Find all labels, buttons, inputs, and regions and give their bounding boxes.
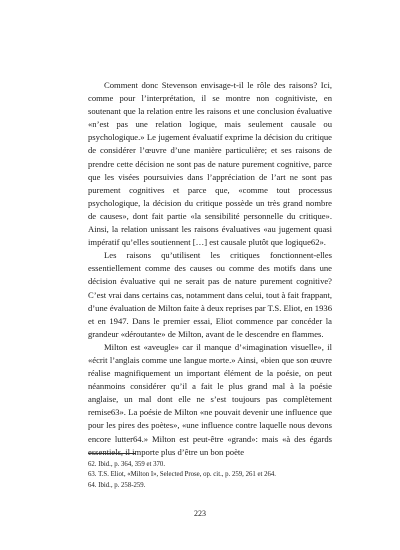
main-text <box>88 79 332 459</box>
footnote-separator <box>88 453 136 454</box>
footnote-63: 63. T.S. Eliot, «Milton I», Selected Prose, op. cit., p. 259, 261 et 264. <box>88 471 276 479</box>
paragraph-2: Les raisons qu’utilisent les critiques fonctionnent-elles essentiellement comme des causes ou comme des motifs dans une décision évaluative qui ne serait pas de nature purement cognitive? C’est vrai dans certains cas, notamment dans celui, tout à fait frappant, d’une évaluation de Milton faite à deux reprises par T.S. Eliot, en 1936 et en 1947. Dans le premier essai, Eliot commence par concéder la grandeur «déroutante» de Milton, avant de le descendre en flammes. <box>88 250 332 339</box>
paragraph-3: Milton est «aveugle» car il manque d’«imagination visuelle», il «écrit l’anglais comme une langue morte.» Ainsi, «bien que son œuvre réalise magnifiquement un important élément de la poésie, on peut néanmoins considérer qu’il a fait le plus grand mal à la poésie anglaise, un mal dont elle ne s’est toujours pas complètement remise63». La poésie de Milton «ne pouvait devenir une influence que pour les pires des poètes», «une influence contre laquelle nous devons encore lutter64.» Milton est peut-être «grand»: mais «à des égards essentiels, il importe plus d’être un bon poète <box>88 341 332 457</box>
footnotes <box>88 460 332 491</box>
page-number: 223 <box>194 509 206 518</box>
footnote-62: 62. Ibid., p. 364, 359 et 370. <box>88 461 166 468</box>
footnote-64: 64. Ibid., p. 258-259. <box>88 481 146 489</box>
paragraph-1: Comment donc Stevenson envisage-t-il le rôle des raisons? Ici, comme pour l’interprétation, il se montre non cognitiviste, en soutenant que la relation entre les raisons et une conclusion évaluative «n’est pas une relation logique, mais seulement causale ou psychologique.» Le jugement évaluatif exprime la décision du critique de considérer l’œuvre d’une manière particulière; et ses raisons de prendre cette décision ne sont pas de nature purement cognitive, parce que les visées poursuivies dans l’appréciation de l’art ne sont pas purement cognitives et parce que, «comme tout processus psychologique, la décision du critique possède un très grand nombre de causes», dont fait partie «la sensibilité personnelle du critique». Ainsi, la relation unissant les raisons évaluatives «au jugement quasi impératif qu’elles soutiennent […] est causale plutôt que logique62». <box>88 80 332 248</box>
